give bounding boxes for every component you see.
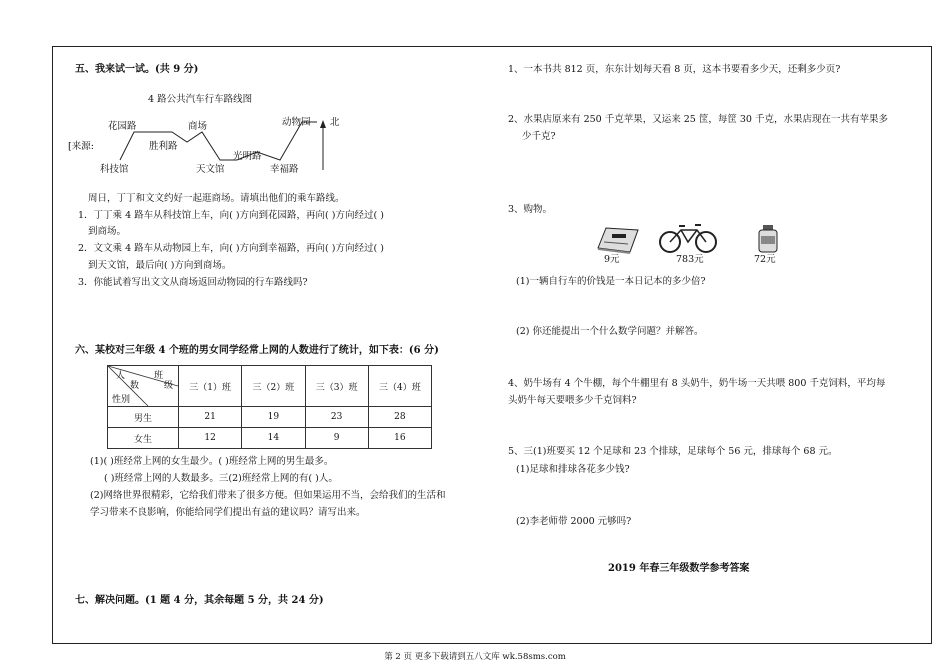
section5-q2-line1: 2．文文乘 4 路车从动物园上车，向( )方向到幸福路，再向( )方向经过( ) <box>78 243 384 254</box>
problem-2-line1: 2、水果店原来有 250 千克苹果，又运来 25 筐，每筐 30 千克，水果店现在一共有苹果多 <box>508 114 888 125</box>
problem-4-line2: 头奶牛每天要喂多少千克饲料? <box>508 395 637 406</box>
stop-xingfu-road: 幸福路 <box>270 164 299 175</box>
notebook-price: 9元 <box>604 254 620 265</box>
source-mark: [来源: <box>68 141 94 152</box>
section5-q1-line2: 到商场。 <box>88 226 127 237</box>
corner-label-count: 数 <box>130 381 140 391</box>
table-cell: 21 <box>179 407 242 428</box>
problem-5-q2: (2)李老师带 2000 元够吗? <box>516 516 632 527</box>
north-label: 北 <box>330 117 340 128</box>
column-header: 三（4）班 <box>368 366 431 407</box>
bottle-price: 72元 <box>754 254 776 265</box>
route-map-title: 4 路公共汽车行车路线图 <box>148 94 253 105</box>
table-cell: 16 <box>368 428 431 449</box>
table-cell: 12 <box>179 428 242 449</box>
problem-3: 3、购物。 <box>508 204 553 215</box>
bicycle-price: 783元 <box>676 254 704 265</box>
section6-q1-line2: ( )班经常上网的人数最多。三(2)班经常上网的有( )人。 <box>104 473 338 484</box>
section6-q1-line1: (1)( )班经常上网的女生最少。( )班经常上网的男生最多。 <box>90 456 334 467</box>
section5-heading: 五、我来试一试。(共 9 分) <box>75 64 199 75</box>
problem-4-line1: 4、奶牛场有 4 个牛棚，每个牛棚里有 8 头奶牛，奶牛场一天共喂 800 千克饲料，平均每 <box>508 378 886 389</box>
table-cell: 14 <box>242 428 305 449</box>
stop-zoo: 动物园 <box>282 117 311 128</box>
section5-q2-line2: 到天文馆，最后向( )方向到商场。 <box>88 260 232 271</box>
section5-intro: 周日，丁丁和文文约好一起逛商场。请填出他们的乘车路线。 <box>88 193 345 204</box>
column-header: 三（1）班 <box>179 366 242 407</box>
notebook-icon <box>594 226 640 254</box>
table-corner-cell <box>108 366 179 407</box>
stop-guangming-road: 光明路 <box>233 151 262 162</box>
page-footer: 第 2 页 更多下载请到五八文库 wk.58sms.com <box>384 652 566 662</box>
section6-q2-line1: (2)网络世界很精彩，它给我们带来了很多方便。但如果运用不当，会给我们的生活和 <box>90 490 446 501</box>
table-row <box>108 407 432 428</box>
table-cell: 19 <box>242 407 305 428</box>
corner-label-class: 班 <box>154 371 164 381</box>
table-row <box>108 428 432 449</box>
section5-q1-line1: 1．丁丁乘 4 路车从科技馆上车，向( )方向到花园路，再向( )方向经过( ) <box>78 210 384 221</box>
problem-1: 1、一本书共 812 页，东东计划每天看 8 页，这本书要看多少天，还剩多少页? <box>508 64 841 75</box>
section7-heading: 七、解决问题。(1 题 4 分，其余每题 5 分，共 24 分) <box>75 595 324 606</box>
internet-usage-table <box>107 365 432 449</box>
problem-5-line1: 5、三(1)班要买 12 个足球和 23 个排球，足球每个 56 元，排球每个 68 元。 <box>508 446 838 457</box>
stop-science-museum: 科技馆 <box>100 164 129 175</box>
table-cell: 23 <box>305 407 368 428</box>
problem-2-line2: 少千克? <box>522 131 556 142</box>
corner-label-gender: 性别 <box>112 395 131 405</box>
stop-huayuan-road: 花园路 <box>108 121 137 132</box>
row-label: 男生 <box>108 407 179 428</box>
north-arrow-icon <box>320 120 326 128</box>
stop-shengli-road: 胜利路 <box>149 141 178 152</box>
section5-q3: 3．你能试着写出文文从商场返回动物园的行车路线吗? <box>78 277 308 288</box>
column-header: 三（2）班 <box>242 366 305 407</box>
stop-shopping-mall: 商场 <box>188 121 208 132</box>
corner-label-grade: 级 <box>164 381 174 391</box>
row-label: 女生 <box>108 428 179 449</box>
stop-planetarium: 天文馆 <box>196 164 225 175</box>
water-bottle-icon <box>756 224 780 254</box>
problem-5-q1: (1)足球和排球各花多少钱? <box>516 464 630 475</box>
section6-heading: 六、某校对三年级 4 个班的男女同学经常上网的人数进行了统计，如下表：(6 分) <box>75 345 439 356</box>
column-header: 三（3）班 <box>305 366 368 407</box>
problem-3-q1: (1)一辆自行车的价钱是一本日记本的多少倍? <box>516 276 706 287</box>
section6-q2-line2: 学习带来不良影响，你能给同学们提出有益的建议吗？请写出来。 <box>90 507 366 518</box>
problem-3-q2: (2) 你还能提出一个什么数学问题？并解答。 <box>516 326 704 337</box>
table-cell: 28 <box>368 407 431 428</box>
answer-key-title: 2019 年春三年级数学参考答案 <box>608 563 750 574</box>
table-cell: 9 <box>305 428 368 449</box>
bicycle-icon <box>657 222 719 254</box>
corner-label-person: 人 <box>116 371 126 381</box>
